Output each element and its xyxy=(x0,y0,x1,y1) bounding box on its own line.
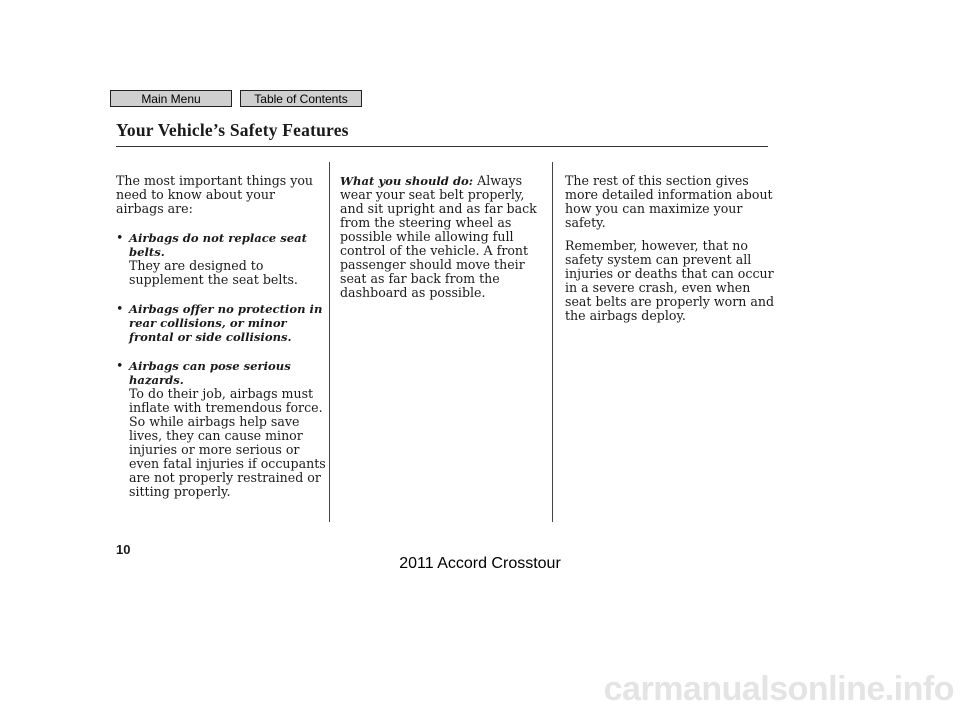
main-menu-button[interactable]: Main Menu xyxy=(110,90,232,107)
bullet-icon: • xyxy=(116,301,124,316)
what-to-do-lead: What you should do: xyxy=(340,174,474,188)
page-number: 10 xyxy=(116,542,131,557)
column-divider-1 xyxy=(329,162,330,522)
bullet-body: They are designed to supplement the seat belts. xyxy=(129,258,298,287)
title-divider xyxy=(116,146,768,147)
what-to-do-body: Always wear your seat belt properly, and sit upright and as far back from the steering wheel as possible while allowing full control of the vehicle. A front passenger should move their seat as far back from the dashboard as possible. xyxy=(340,173,537,300)
bullet-item xyxy=(116,302,326,344)
table-of-contents-button[interactable]: Table of Contents xyxy=(240,90,362,107)
bullet-heading: Airbags can pose serious hazards. xyxy=(129,359,291,387)
bullet-icon: • xyxy=(116,230,124,245)
safety-warning: Remember, however, that no safety system can prevent all injuries or deaths that can occur in a severe crash, even when seat belts are properly worn and the airbags deploy. xyxy=(565,238,775,323)
model-title: 2011 Accord Crosstour xyxy=(399,555,561,572)
bullet-icon: • xyxy=(116,358,124,373)
bullet-item xyxy=(116,231,326,287)
column-divider-2 xyxy=(552,162,553,522)
watermark: carmanualsonline.info xyxy=(603,670,954,708)
bullet-body: To do their job, airbags must inflate with tremendous force. So while airbags help save lives, they can cause minor injuries or more serious or even fatal injuries if occupants are not properly restrained or sitting properly. xyxy=(129,386,326,499)
column-3 xyxy=(565,174,780,323)
bullet-item xyxy=(116,359,326,499)
column-2 xyxy=(340,174,545,300)
bullet-heading: Airbags do not replace seat belts. xyxy=(129,231,307,259)
column-1 xyxy=(116,174,326,499)
bullet-heading: Airbags offer no protection in rear collisions, or minor frontal or side collisions. xyxy=(129,302,323,344)
intro-text: The most important things you need to know about your airbags are: xyxy=(116,173,314,216)
page-title: Your Vehicle’s Safety Features xyxy=(116,120,349,140)
section-summary: The rest of this section gives more detailed information about how you can maximize your safety. xyxy=(565,173,773,230)
what-to-do-paragraph xyxy=(340,174,545,300)
